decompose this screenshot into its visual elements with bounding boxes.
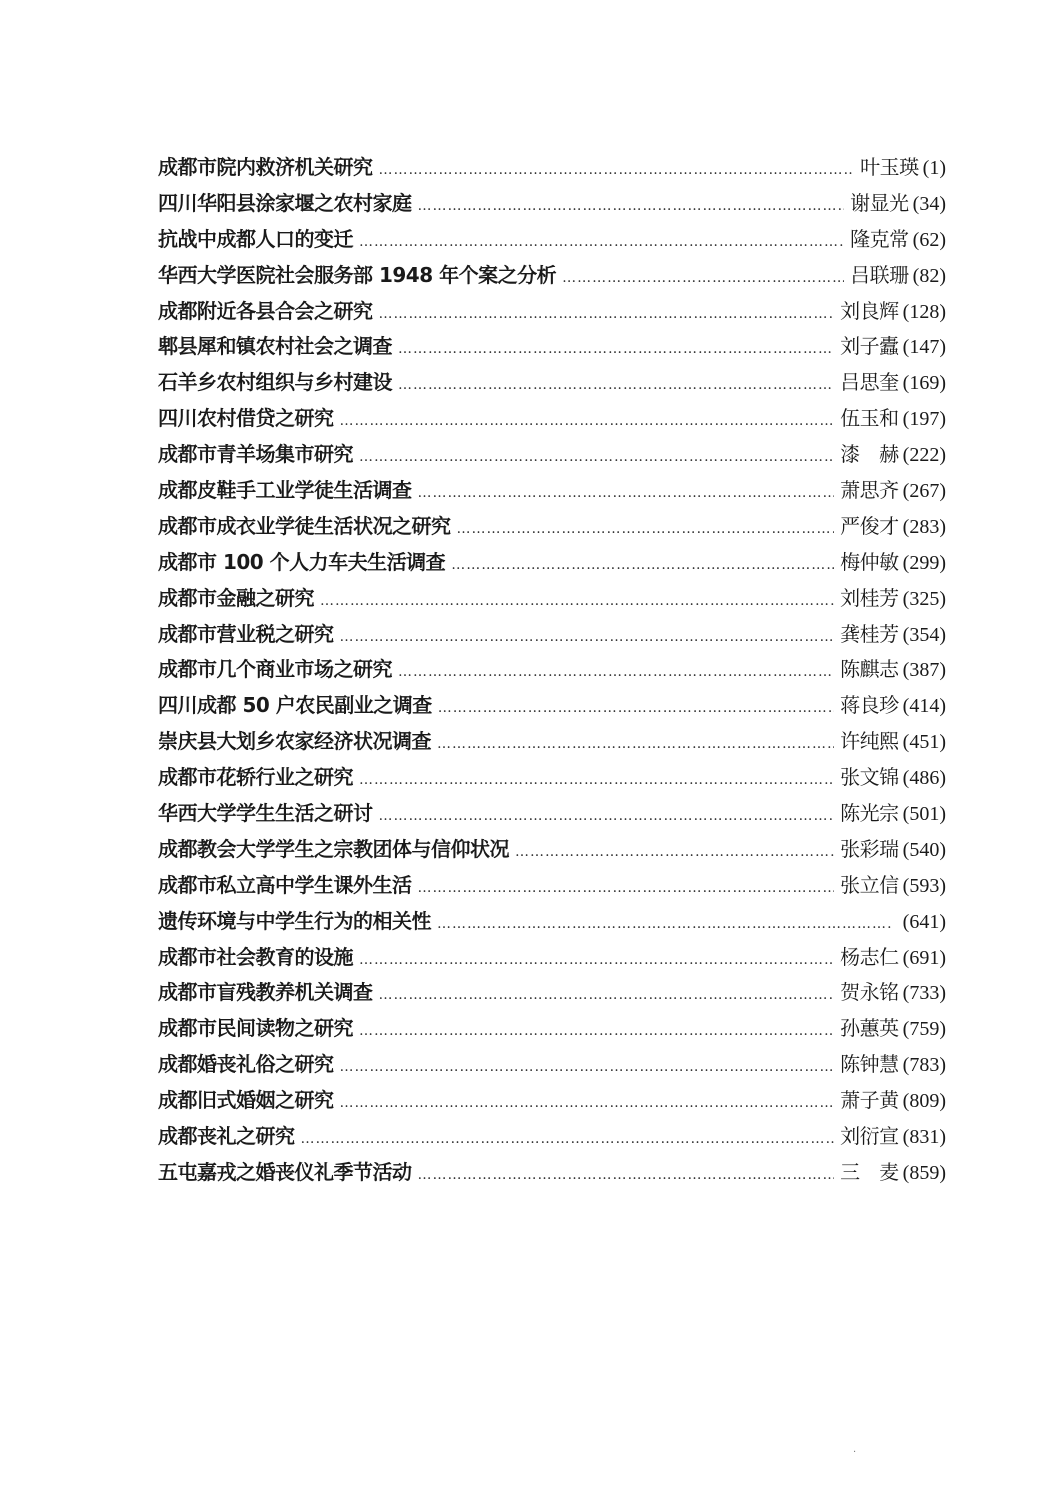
toc-entry[interactable]: [158, 437, 946, 473]
entry-title: 成都市成衣业学徒生活状况之研究: [158, 513, 451, 538]
toc-entry[interactable]: [158, 724, 946, 760]
entry-page-number: (486): [902, 767, 946, 790]
dot-leader: [379, 978, 835, 1014]
entry-author: 张彩瑞: [840, 836, 899, 861]
dot-leader: [340, 1086, 835, 1122]
entry-title: 成都婚丧礼俗之研究: [158, 1052, 334, 1077]
entry-title: 成都市私立高中学生课外生活: [158, 872, 412, 897]
entry-page-number: (267): [902, 480, 946, 503]
toc-entry[interactable]: [158, 1119, 946, 1155]
dot-leader: [320, 584, 834, 620]
entry-page-number: (733): [902, 982, 946, 1005]
toc-entry[interactable]: [158, 258, 946, 294]
entry-title: 成都市金融之研究: [158, 585, 314, 610]
entry-page-number: (34): [912, 192, 946, 215]
entry-author: 陈麒志: [840, 657, 899, 682]
entry-page-number: (299): [902, 551, 946, 574]
entry-author: 张文锦: [840, 765, 899, 790]
dot-leader: [340, 1050, 835, 1086]
entry-page-number: (354): [902, 623, 946, 646]
entry-page-number: (593): [902, 874, 946, 897]
dot-leader: [398, 332, 834, 368]
toc-entry[interactable]: [158, 222, 946, 258]
entry-page-number: (222): [902, 444, 946, 467]
page-corner-mark: .: [853, 1444, 857, 1455]
entry-page-number: (414): [902, 695, 946, 718]
dot-leader: [457, 512, 835, 548]
entry-title: 五屯嘉戎之婚丧仪礼季节活动: [158, 1159, 412, 1184]
entry-title: 成都市几个商业市场之研究: [158, 657, 392, 682]
entry-title: 崇庆县大划乡农家经济状况调查: [158, 729, 431, 754]
dot-leader: [379, 799, 835, 835]
toc-entry[interactable]: [158, 1047, 946, 1083]
entry-title: 成都市青羊场集市研究: [158, 442, 353, 467]
entry-author: 刘子蠹: [840, 334, 899, 359]
dot-leader: [359, 943, 834, 979]
entry-title: 成都皮鞋手工业学徒生活调查: [158, 478, 412, 503]
entry-author: 叶玉瑛: [860, 155, 919, 179]
dot-leader: [438, 691, 834, 727]
entry-author: 漆 赫: [840, 442, 899, 467]
dot-leader: [418, 1158, 835, 1194]
toc-entry[interactable]: [158, 796, 946, 832]
entry-title: 成都丧礼之研究: [158, 1124, 295, 1149]
entry-author: 三 麦: [840, 1159, 899, 1184]
entry-author: 蒋良珍: [840, 693, 899, 718]
entry-page-number: (128): [902, 300, 946, 323]
dot-leader: [451, 548, 834, 584]
dot-leader: [340, 404, 835, 440]
toc-entry[interactable]: [158, 365, 946, 401]
toc-entry[interactable]: [158, 868, 946, 904]
entry-title: 遗传环境与中学生行为的相关性: [158, 908, 431, 933]
entry-title: 成都市社会教育的设施: [158, 944, 353, 969]
dot-leader: [398, 655, 834, 691]
entry-page-number: (859): [902, 1161, 946, 1184]
toc-entry[interactable]: [158, 760, 946, 796]
entry-page-number: (641): [902, 910, 946, 933]
entry-author: 刘桂芳: [840, 585, 899, 610]
entry-page-number: (325): [902, 587, 946, 610]
dot-leader: [379, 297, 835, 333]
toc-entry[interactable]: [158, 688, 946, 724]
entry-page-number: (169): [902, 372, 946, 395]
entry-author: 谢显光: [850, 190, 909, 215]
entry-author: 贺永铭: [840, 980, 899, 1005]
toc-entry[interactable]: [158, 1155, 946, 1191]
entry-title: 成都附近各县合会之研究: [158, 298, 373, 323]
entry-author: 张立信: [840, 872, 899, 897]
dot-leader: [418, 189, 845, 225]
dot-leader: [359, 225, 844, 261]
entry-title: 成都市 100 个人力车夫生活调查: [158, 549, 446, 574]
toc-entry[interactable]: [158, 329, 946, 365]
entry-author: 许纯熙: [840, 729, 899, 754]
entry-author: 孙蕙英: [840, 1016, 899, 1041]
entry-title: 四川农村借贷之研究: [158, 406, 334, 431]
entry-page-number: (501): [902, 803, 946, 826]
toc-entry[interactable]: [158, 652, 946, 688]
toc-entry[interactable]: [158, 975, 946, 1011]
entry-author: 萧思齐: [840, 478, 899, 503]
entry-page-number: (540): [902, 838, 946, 861]
entry-author: 隆克常: [850, 226, 909, 251]
toc-entry[interactable]: [158, 473, 946, 509]
toc-entry[interactable]: [158, 509, 946, 545]
entry-page-number: (831): [902, 1126, 946, 1149]
entry-title: 成都市花轿行业之研究: [158, 765, 353, 790]
entry-title: 郫县犀和镇农村社会之调查: [158, 334, 392, 359]
toc-entry[interactable]: [158, 904, 946, 940]
entry-author: 伍玉和: [840, 406, 899, 431]
toc-entry[interactable]: [158, 186, 946, 222]
entry-title: 华西大学学生生活之研讨: [158, 801, 373, 826]
entry-author: 陈钟慧: [840, 1052, 899, 1077]
entry-page-number: (759): [902, 1018, 946, 1041]
toc-entry[interactable]: [158, 832, 946, 868]
entry-author: 萧子黄: [840, 1088, 899, 1113]
entry-title: 成都市营业税之研究: [158, 621, 334, 646]
dot-leader: [562, 261, 844, 297]
toc-entry[interactable]: [158, 294, 946, 330]
entry-page-number: (283): [902, 515, 946, 538]
entry-title: 四川华阳县涂家堰之农村家庭: [158, 190, 412, 215]
entry-author: 刘良辉: [840, 298, 899, 323]
toc-entry[interactable]: [158, 545, 946, 581]
toc-entry[interactable]: [158, 401, 946, 437]
entry-title: 四川成都 50 户农民副业之调查: [158, 693, 432, 718]
dot-leader: [359, 1014, 834, 1050]
entry-page-number: (691): [902, 946, 946, 969]
entry-page-number: (62): [912, 228, 946, 251]
dot-leader: [398, 368, 834, 404]
entry-page-number: (197): [902, 408, 946, 431]
entry-author: 梅仲敏: [840, 549, 899, 574]
entry-page-number: (809): [902, 1090, 946, 1113]
dot-leader: [437, 727, 834, 763]
entry-author: 吕思奎: [840, 370, 899, 395]
table-of-contents: [158, 150, 946, 1191]
entry-title: 成都市院内救济机关研究: [158, 155, 373, 179]
dot-leader: [437, 907, 893, 943]
entry-author: 杨志仁: [840, 944, 899, 969]
toc-entry[interactable]: [158, 581, 946, 617]
toc-entry[interactable]: [158, 1011, 946, 1047]
entry-page-number: (1): [922, 157, 946, 179]
entry-author: 陈光宗: [840, 801, 899, 826]
toc-entry[interactable]: [158, 1083, 946, 1119]
entry-author: 吕联珊: [850, 262, 909, 287]
entry-author: 刘衍宣: [840, 1124, 899, 1149]
toc-entry[interactable]: [158, 940, 946, 976]
entry-page-number: (451): [902, 731, 946, 754]
entry-page-number: (387): [902, 659, 946, 682]
entry-title: 石羊乡农村组织与乡村建设: [158, 370, 392, 395]
dot-leader: [515, 835, 834, 871]
dot-leader: [379, 153, 855, 189]
dot-leader: [340, 620, 835, 656]
entry-author: 龚桂芳: [840, 621, 899, 646]
dot-leader: [359, 763, 834, 799]
dot-leader: [359, 440, 834, 476]
dot-leader: [301, 1122, 835, 1158]
entry-title: 成都旧式婚姻之研究: [158, 1088, 334, 1113]
entry-title: 抗战中成都人口的变迁: [158, 226, 353, 251]
entry-page-number: (147): [902, 336, 946, 359]
entry-page-number: (82): [912, 264, 946, 287]
dot-leader: [418, 871, 835, 907]
toc-entry[interactable]: [158, 150, 946, 186]
dot-leader: [418, 476, 835, 512]
entry-page-number: (783): [902, 1054, 946, 1077]
entry-title: 华西大学医院社会服务部 1948 年个案之分析: [158, 262, 557, 287]
entry-title: 成都市民间读物之研究: [158, 1016, 353, 1041]
toc-entry[interactable]: [158, 617, 946, 653]
entry-title: 成都市盲残教养机关调查: [158, 980, 373, 1005]
entry-author: 严俊才: [840, 513, 899, 538]
entry-title: 成都教会大学学生之宗教团体与信仰状况: [158, 836, 509, 861]
